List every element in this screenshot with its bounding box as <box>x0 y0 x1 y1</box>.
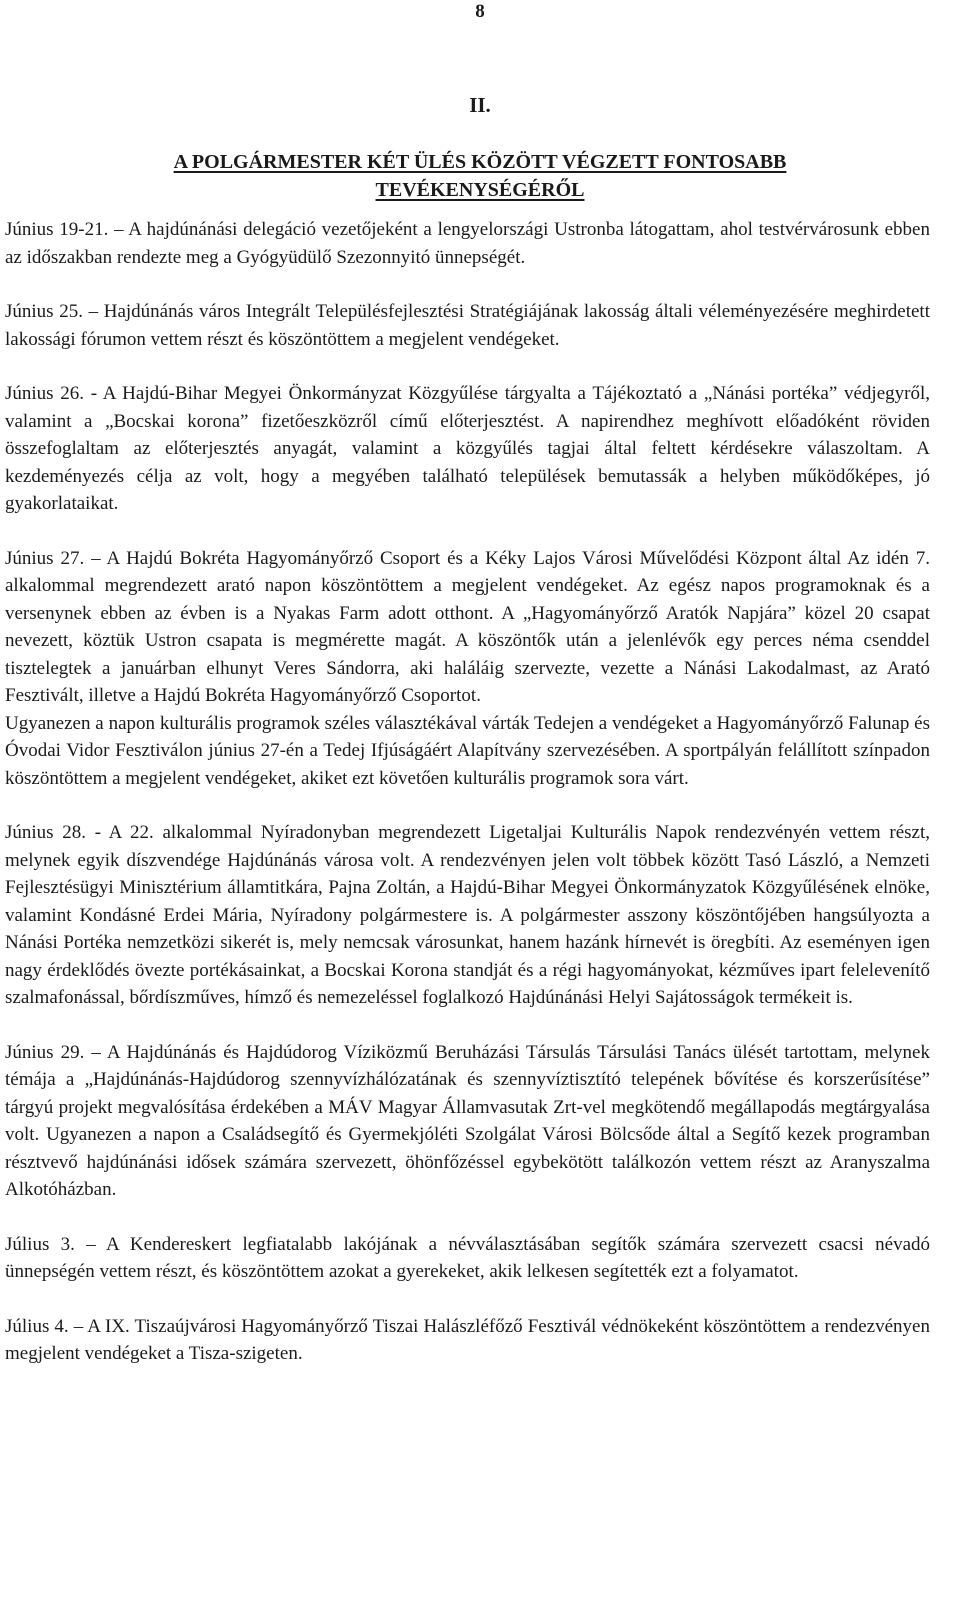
entry-paragraph <box>5 380 930 518</box>
entry-date: Június 19-21. <box>5 219 109 240</box>
entry-date: Június 26. <box>5 383 85 404</box>
entry-date: Június 28. <box>5 822 87 843</box>
entry-text: – A Hajdú Bokréta Hagyományőrző Csoport és a Kéky Lajos Városi Művelődési Központ által Az idén 7. alkalommal megrendezett arató napon köszöntöttem a megjelent vendégeket. Az egész napos programoknak és a versenynek ebben az évben is a Nyakas Farm adott otthont. A „Hagyományőrző Aratók Napjára” közel 20 csapat nevezett, köztük Ustron csapata is megmérette magát. A köszöntők után a jelenlévők egy perces néma csenddel tisztelegtek a januárban elhunyt Veres Sándorra, aki haláláig szervezte, vezette a Nánási Lakodalmast, az Arató Fesztivált, illetve a Hajdú Bokréta Hagyományőrző Csoportot. <box>5 547 930 706</box>
entry-text: – A Kendereskert legfiatalabb lakójának a névválasztásában segítők számára szervezett csacsi névadó ünnepségén vettem részt, és köszöntöttem azokat a gyerekeket, akik lelkesen segítették ezt a folyamatot. <box>5 1233 930 1282</box>
entry-paragraph <box>5 216 930 271</box>
entry-paragraph <box>5 1039 930 1204</box>
entry-date: Június 27. <box>5 547 85 569</box>
entry-paragraph <box>5 1231 930 1286</box>
section-number: II. <box>469 93 491 117</box>
heading-line-2: TEVÉKENYSÉGÉRŐL <box>375 179 585 201</box>
entry-paragraph <box>5 819 930 1012</box>
entry-paragraph <box>5 298 930 353</box>
entry-date: Június 25. <box>5 301 83 322</box>
entry-paragraph <box>5 1313 930 1368</box>
section-heading <box>0 148 960 204</box>
entry-text: – A hajdúnánási delegáció vezetőjeként a lengyelországi Ustronba látogattam, ahol testvérvárosunk ebben az időszakban rendezte meg a Gyógyüdülő Szezonnyitó ünnepségét. <box>5 219 930 268</box>
entry-text: – A IX. Tiszaújvárosi Hagyományőrző Tiszai Halászléfőző Fesztivál védnökeként köszöntöttem a rendezvényen megjelent vendégeket a Tisza-szigeten. <box>5 1315 930 1364</box>
document-body <box>5 216 930 1368</box>
entry-text: – Hajdúnánás város Integrált Településfejlesztési Stratégiájának lakosság általi véleményezésére meghirdetett lakossági fórumon vettem részt és köszöntöttem a megjelent vendégeket. <box>5 301 930 350</box>
page-number: 8 <box>475 1 485 22</box>
heading-line-1: A POLGÁRMESTER KÉT ÜLÉS KÖZÖTT VÉGZETT FONTOSABB <box>173 151 787 173</box>
entry-date: Július 4. <box>5 1315 69 1337</box>
entry-date: Július 3. <box>5 1233 75 1255</box>
entry-paragraph <box>5 545 930 710</box>
entry-continuation: Ugyanezen a napon kulturális programok széles választékával várták Tedejen a vendégeket a Hagyományőrző Falunap és Óvodai Vidor Fesztiválon június 27-én a Tedej Ifjúságáért Alapítvány szervezésében. A sportpályán felállított színpadon köszöntöttem a megjelent vendégeket, akiket ezt követően kulturális programok sora várt. <box>5 712 930 789</box>
entry-text: - A Hajdú-Bihar Megyei Önkormányzat Közgyűlése tárgyalta a Tájékoztató a „Nánási portéka” védjegyről, valamint a „Bocskai korona” fizetőeszközről című előterjesztést. A napirendhez meghívott előadóként röviden összefoglaltam az előterjesztés anyagát, valamint a közgyűlés tagjai által feltett kérdésekre válaszoltam. A kezdeményezés célja az volt, hogy a megyében található települések bemutassák a helyben működőképes, jó gyakorlataikat. <box>5 383 930 514</box>
entry-text: – A Hajdúnánás és Hajdúdorog Víziközmű Beruházási Társulás Társulási Tanács ülését tartottam, melynek témája a „Hajdúnánás-Hajdúdorog szennyvízhálózatának és szennyvíztisztító telepének bővítése és korszerűsítése” tárgyú projekt megvalósítása érdekében a MÁV Magyar Államvasutak Zrt-vel megkötendő megállapodás megtárgyalása volt. Ugyanezen a napon a Családsegítő és Gyermekjóléti Szolgálat Városi Bölcsőde által a Segítő kezek programban résztvevő hajdúnánási idősek számára szervezett, öhönfőzéssel egybekötött találkozón vettem részt az Aranyszalma Alkotóházban. <box>5 1041 930 1200</box>
entry-date: Június 29. <box>5 1041 85 1063</box>
entry-text: - A 22. alkalommal Nyíradonyban megrendezett Ligetaljai Kulturális Napok rendezvényén vettem részt, melynek egyik díszvendége Hajdúnánás városa volt. A rendezvényen jelen volt többek között Tasó László, a Nemzeti Fejlesztésügyi Minisztérium államtitkára, Pajna Zoltán, a Hajdú-Bihar Megyei Önkormányzatok Közgyűlésének elnöke, valamint Kondásné Erdei Mária, Nyíradony polgármestere is. A polgármester asszony köszöntőjében hangsúlyozta a Nánási Portéka nemzetközi sikerét is, mely nemcsak városunkat, hanem hazánk hírnevét is öregbíti. Az eseményen igen nagy érdeklődés övezte portékásainkat, a Bocskai Korona standját és a régi hagyományokat, kézműves ipart felelevenítő szalmafonással, bőrdíszműves, hímző és nemezeléssel foglalkozó Hajdúnánási Helyi Sajátosságok termékeit is. <box>5 822 930 1008</box>
